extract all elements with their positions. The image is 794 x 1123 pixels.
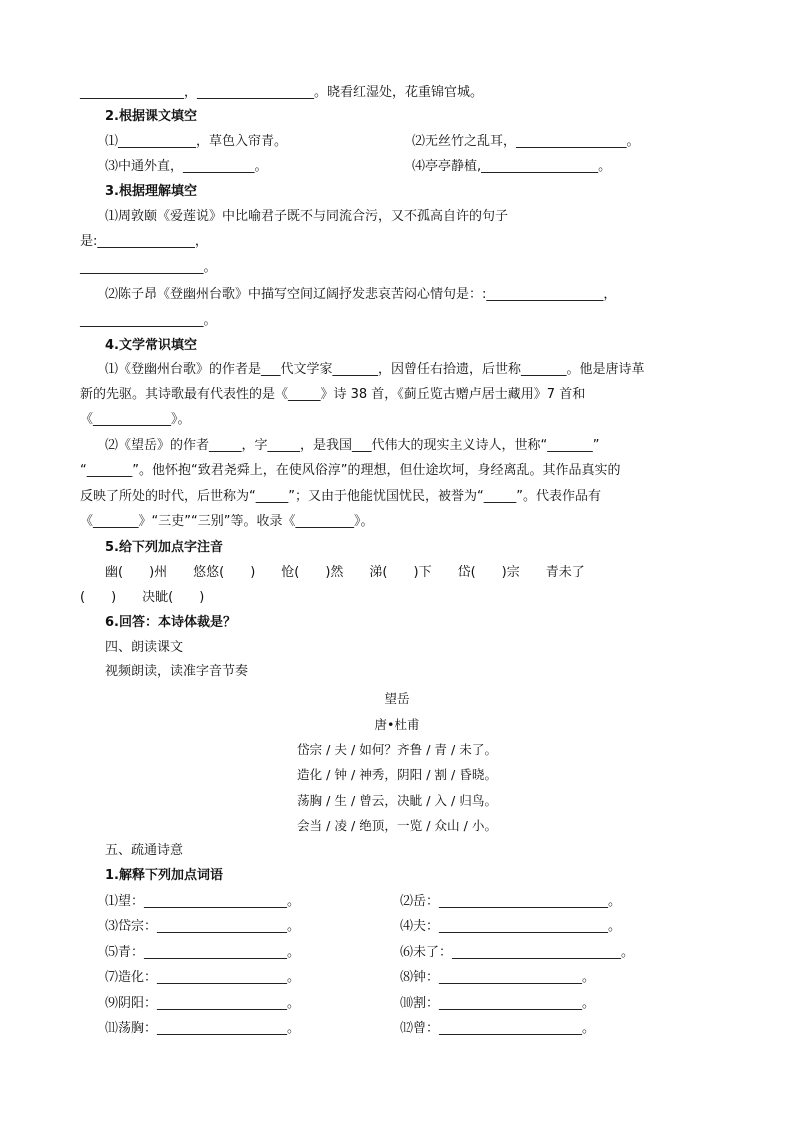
q5-line1: 幽( )州 悠悠( ) 怆( )然 涕( )下 岱( )宗 青未了 [105,565,585,580]
section4-title: 四、朗读课文 [105,640,184,655]
q3-title: 3.根据理解填空 [105,184,197,199]
q6-title: 6.回答：本诗体裁是？ [105,615,236,630]
q5-line2: ( ) 决眦( ) [80,590,205,605]
q4-part1-line3: 《____________》。 [80,412,191,427]
q4-part2-line4: 《_______》“三吏”“三别”等。收录《_________》。 [80,514,374,529]
term-7: ⑺造化：____________________。 [105,970,301,985]
poem-line-1: 岱宗 / 夫 / 如何？齐鲁 / 青 / 未了。 [296,742,498,757]
section4-instruction: 视频朗读，读准字音节奏 [105,664,249,679]
poem-line-2: 造化 / 钟 / 神秀，阴阳 / 割 / 昏晓。 [296,767,498,782]
q3-part1-line1: ⑴周敦颐《爱莲说》中比喻君子既不与同流合污，又不孤高自许的句子 [105,209,509,224]
poem-author: 唐•杜甫 [374,717,420,732]
term-2: ⑵岳：__________________________。 [400,894,622,909]
q2-item-1: ⑴____________，草色入帘青。 [105,134,288,149]
q4-part2-line3: 反映了所处的时代，后世称为“_____”；又由于他能忧国忧民，被誉为“_____”。代表作品有 [80,489,601,504]
section5-title: 五、疏通诗意 [105,843,184,858]
q3-part1-line3: ___________________。 [80,260,217,275]
q2-item-2: ⑵无丝竹之乱耳，_________________。 [412,134,640,149]
q3-part2-line2: ___________________。 [80,313,217,328]
term-5: ⑸青：______________________。 [105,945,301,960]
term-4: ⑷夫：__________________________。 [400,919,622,934]
term-12: ⑿曾：______________________。 [400,1021,596,1036]
poem-fill-line: ________________，__________________。晓看红湿处，花重锦官城。 [80,85,484,100]
term-1: ⑴望：______________________。 [105,894,301,909]
q4-title: 4.文学常识填空 [105,338,197,353]
q4-part2-line2: “_______”。他怀抱“致君尧舜上，在使风俗淳”的理想，但仕途坎坷，身经离乱。其作品真实的 [80,463,621,478]
poem-title: 望岳 [384,691,410,706]
q3-part2-line1: ⑵陈子昂《登幽州台歌》中描写空间辽阔抒发悲哀苦闷心情句是：:__________________， [105,287,617,302]
term-10: ⑽割：______________________。 [400,996,596,1011]
section5-q1-title: 1.解释下列加点词语 [105,868,223,883]
q4-part1-line1: ⑴《登幽州台歌》的作者是___代文学家_______，因曾任右拾遗，后世称_______。他是唐诗革 [105,362,645,377]
q4-part1-line2: 新的先驱。其诗歌最有代表性的是《_____》诗 38 首，《蓟丘览古赠卢居士藏用》7 首和 [80,387,586,402]
term-8: ⑻钟：______________________。 [400,970,596,985]
term-6: ⑹未了：__________________________。 [400,945,635,960]
poem-line-3: 荡胸 / 生 / 曾云，决眦 / 入 / 归鸟。 [296,793,498,808]
q5-title: 5.给下列加点字注音 [105,540,223,555]
poem-line-4: 会当 / 凌 / 绝顶，一览 / 众山 / 小。 [296,818,498,833]
term-3: ⑶岱宗：____________________。 [105,919,301,934]
term-9: ⑼阴阳：____________________。 [105,996,301,1011]
q3-part1-line2: 是:_______________， [80,234,208,249]
q2-item-4: ⑷亭亭静植,__________________。 [412,159,612,174]
q2-title: 2.根据课文填空 [105,109,197,124]
q2-item-3: ⑶中通外直，___________。 [105,159,268,174]
q4-part2-line1: ⑵《望岳》的作者_____，字_____，是我国___代伟大的现实主义诗人，世称“_______” [105,438,600,453]
term-11: ⑾荡胸：____________________。 [105,1021,301,1036]
